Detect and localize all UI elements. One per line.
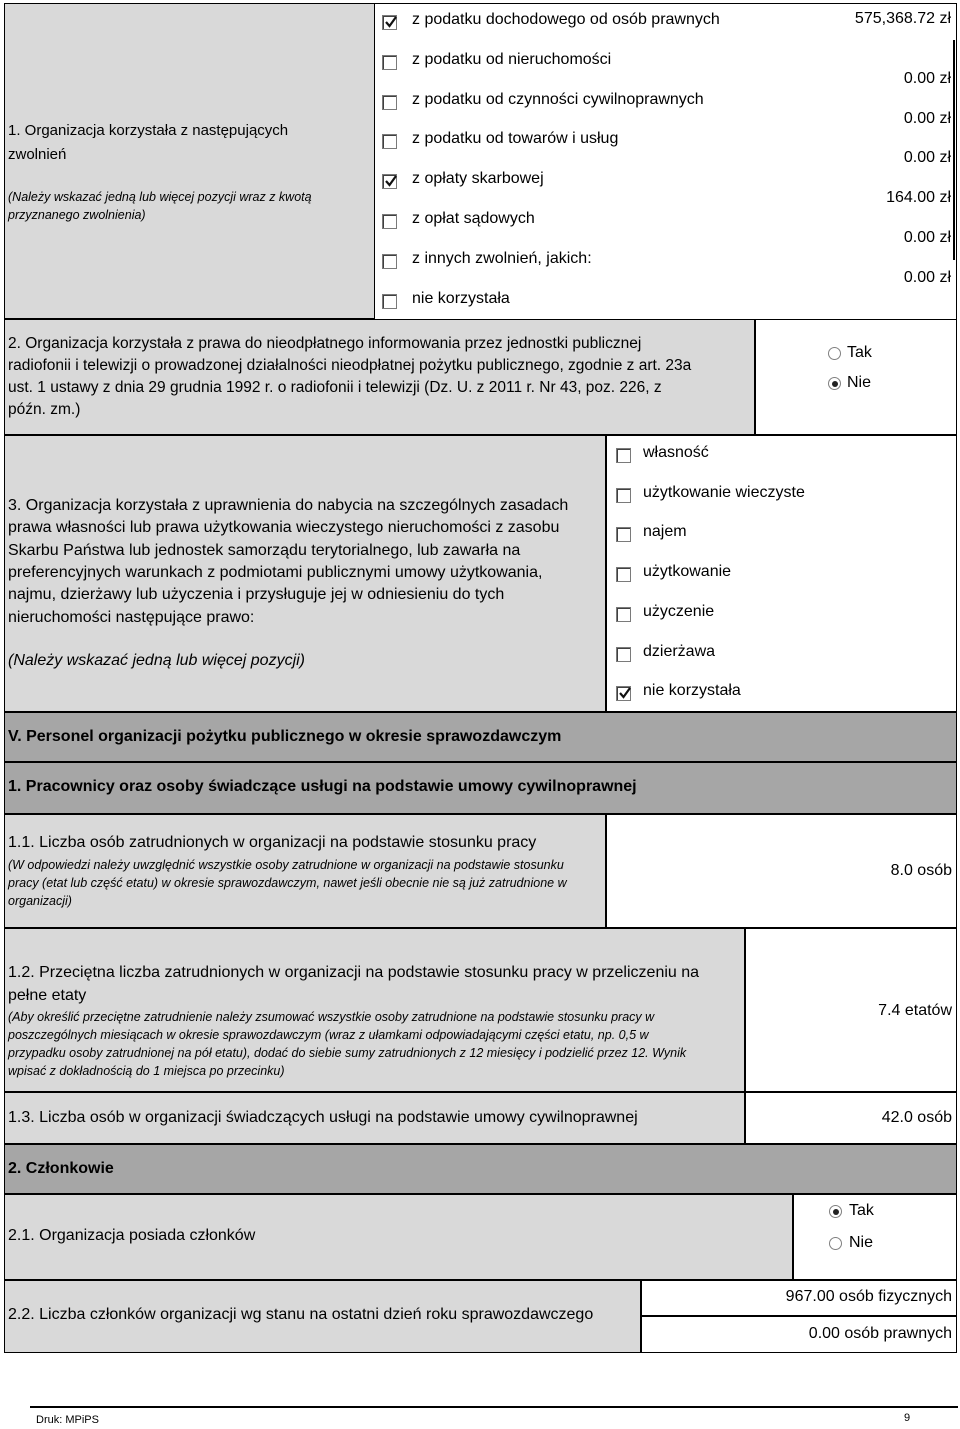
q21-radio-nie[interactable] [829,1237,842,1250]
section1-item-amount[interactable]: 0.00 zł [903,69,951,87]
q21-radio-label: Tak [849,1202,874,1219]
section1-amount-divider [953,40,955,260]
section1-checkbox-1[interactable] [382,55,397,70]
q12-note-line: wpisać z dokładnością do 1 miejsca po przecinku) [8,1064,285,1078]
section3-checkbox-5[interactable] [616,647,631,662]
sectionV-sub2-header [4,1144,957,1194]
section1-item-label: z podatku od nieruchomości [412,50,612,68]
section1-checkbox-4[interactable] [382,174,397,189]
section2-radio-tak[interactable] [828,347,841,360]
q11-value: 8.0 osób [890,862,952,879]
q21-radio-label: Nie [849,1234,874,1251]
section3-checkbox-4[interactable] [616,607,631,622]
section3-checkbox-2[interactable] [616,527,631,542]
section1-item-amount[interactable]: 0.00 zł [903,268,951,286]
section3-checkbox-6[interactable] [616,686,631,701]
section3-text-line: nieruchomości następujące prawo: [8,608,255,626]
section1-note-line1: (Należy wskazać jedną lub więcej pozycji wraz z kwotą [8,190,312,204]
q22-value-physical: 967.00 osób fizycznych [785,1288,952,1305]
section3-item-label: najem [643,523,687,541]
section1-item-label: z opłat sądowych [412,210,535,227]
section1-title-line2: zwolnień [8,146,67,163]
section1-checkbox-6[interactable] [382,254,397,269]
section1-item-label: z podatku od towarów i usług [412,130,619,148]
section1-title-line1: 1. Organizacja korzystała z następujących [8,122,289,139]
section3-item-label: dzierżawa [643,642,716,660]
q21-title: 2.1. Organizacja posiada członków [8,1227,256,1244]
q11-note-line: pracy (etat lub część etatu) w okresie sprawozdawczym, nawet jeśli obecnie nie są już zatrudnione w [8,876,567,890]
section2-text-line: 2. Organizacja korzystała z prawa do nieodpłatnego informowania przez jednostki publicznej [8,335,642,352]
section3-text-line: Skarbu Państwa lub jednostek samorządu terytorialnego, lub zawarła na [8,541,521,559]
q12-note-line: poszczególnych miesiącach w okresie sprawozdawczym (wraz z ułamkami odpowiadającymi części etatu, np. 0,5 w [8,1028,649,1042]
section1-item-amount[interactable]: 0.00 zł [903,229,951,246]
q13-title: 1.3. Liczba osób w organizacji świadczących usługi na podstawie umowy cywilnoprawnej [8,1109,638,1126]
section1-item-label: z podatku dochodowego od osób prawnych [412,11,720,28]
q12-title-line: pełne etaty [8,987,87,1004]
q12-note-line: (Aby określić przeciętne zatrudnienie należy zsumować wszystkie osoby zatrudnione na podstawie stosunku pracy w [8,1010,655,1024]
section1-checkbox-3[interactable] [382,134,397,149]
q22-title: 2.2. Liczba członków organizacji wg stanu na ostatni dzień roku sprawozdawczego [8,1306,594,1323]
section1-item-label: nie korzystała [412,289,510,307]
section3-checkbox-3[interactable] [616,567,631,582]
section2-radio-label: Tak [847,344,872,361]
section3-item-label: własność [643,444,709,461]
q13-value: 42.0 osób [881,1109,952,1126]
section3-text-line: 3. Organizacja korzystała z uprawnienia do nabycia na szczególnych zasadach [8,497,569,514]
section3-text-line: preferencyjnych warunkach z podmiotami publicznymi umowy użytkowania, [8,563,543,581]
section2-radio-nie[interactable] [828,377,841,390]
section1-item-amount[interactable]: 0.00 zł [903,149,951,167]
q21-answer-cell [793,1194,957,1280]
section1-item-label: z podatku od czynności cywilnoprawnych [412,90,704,108]
section1-checkbox-0[interactable] [382,15,397,30]
section1-checkbox-2[interactable] [382,95,397,110]
section1-checkbox-5[interactable] [382,214,397,229]
sectionV-sub1-title: 1. Pracownicy oraz osoby świadczące usługi na podstawie umowy cywilnoprawnej [8,778,637,795]
section1-item-amount[interactable]: 575,368.72 zł [854,10,951,27]
section1-checkbox-7[interactable] [382,294,397,309]
section3-note: (Należy wskazać jedną lub więcej pozycji) [8,652,306,669]
section3-item-label: użytkowanie [643,563,732,581]
section3-item-label: nie korzystała [643,682,741,700]
q12-title-line: 1.2. Przeciętna liczba zatrudnionych w organizacji na podstawie stosunku pracy w przeliczeniu na [8,964,700,981]
section3-item-label: użyczenie [643,602,715,620]
q22-value-legal: 0.00 osób prawnych [808,1325,952,1342]
section1-item-label: z innych zwolnień, jakich: [412,249,592,267]
section2-text-line: radiofonii i telewizji o prowadzonej działalności nieodpłatnej pożytku publicznego, zgodnie z art. 23a [8,357,692,374]
footer-print-label: Druk: MPiPS [36,1414,99,1426]
section1-item-amount[interactable]: 0.00 zł [903,109,951,127]
q12-value: 7.4 etatów [878,1002,952,1019]
section1-item-label: z opłaty skarbowej [412,170,544,188]
section1-note-line2: przyznanego zwolnienia) [8,208,146,222]
section1-item-amount[interactable]: 164.00 zł [886,189,951,207]
section3-text-line: najmu, dzierżawy lub użyczenia i przysługuje jej w odniesieniu do tych [8,586,505,604]
sectionV-title: V. Personel organizacji pożytku publicznego w okresie sprawozdawczym [8,728,562,745]
section2-radio-label: Nie [847,374,872,391]
footer-rule [30,1406,958,1408]
q11-title: 1.1. Liczba osób zatrudnionych w organizacji na podstawie stosunku pracy [8,834,537,851]
q11-note-line: organizacji) [8,894,72,908]
section3-checkbox-0[interactable] [616,448,631,463]
section2-text-line: późn. zm.) [8,401,81,418]
section3-text-line: prawa własności lub prawa użytkowania wieczystego nieruchomości z zasobu [8,519,560,537]
footer-page-number: 9 [904,1412,911,1424]
section3-item-label: użytkowanie wieczyste [643,483,805,501]
q21-radio-tak[interactable] [829,1205,842,1218]
section3-checkbox-1[interactable] [616,488,631,503]
q12-note-line: przypadku osoby zatrudnionej na pół etatu), dodać do siebie sumy zatrudnionych z 12 miesięcy i podzielić przez 12. Wynik [8,1046,687,1060]
section2-text-line: ust. 1 ustawy z dnia 29 grudnia 1992 r. o radiofonii i telewizji (Dz. U. z 2011 r. Nr 43, poz. 226, z [8,379,662,396]
sectionV-sub2-title: 2. Członkowie [8,1160,114,1177]
q11-note-line: (W odpowiedzi należy uwzględnić wszystkie osoby zatrudnione w organizacji na podstawie stosunku [8,858,564,872]
